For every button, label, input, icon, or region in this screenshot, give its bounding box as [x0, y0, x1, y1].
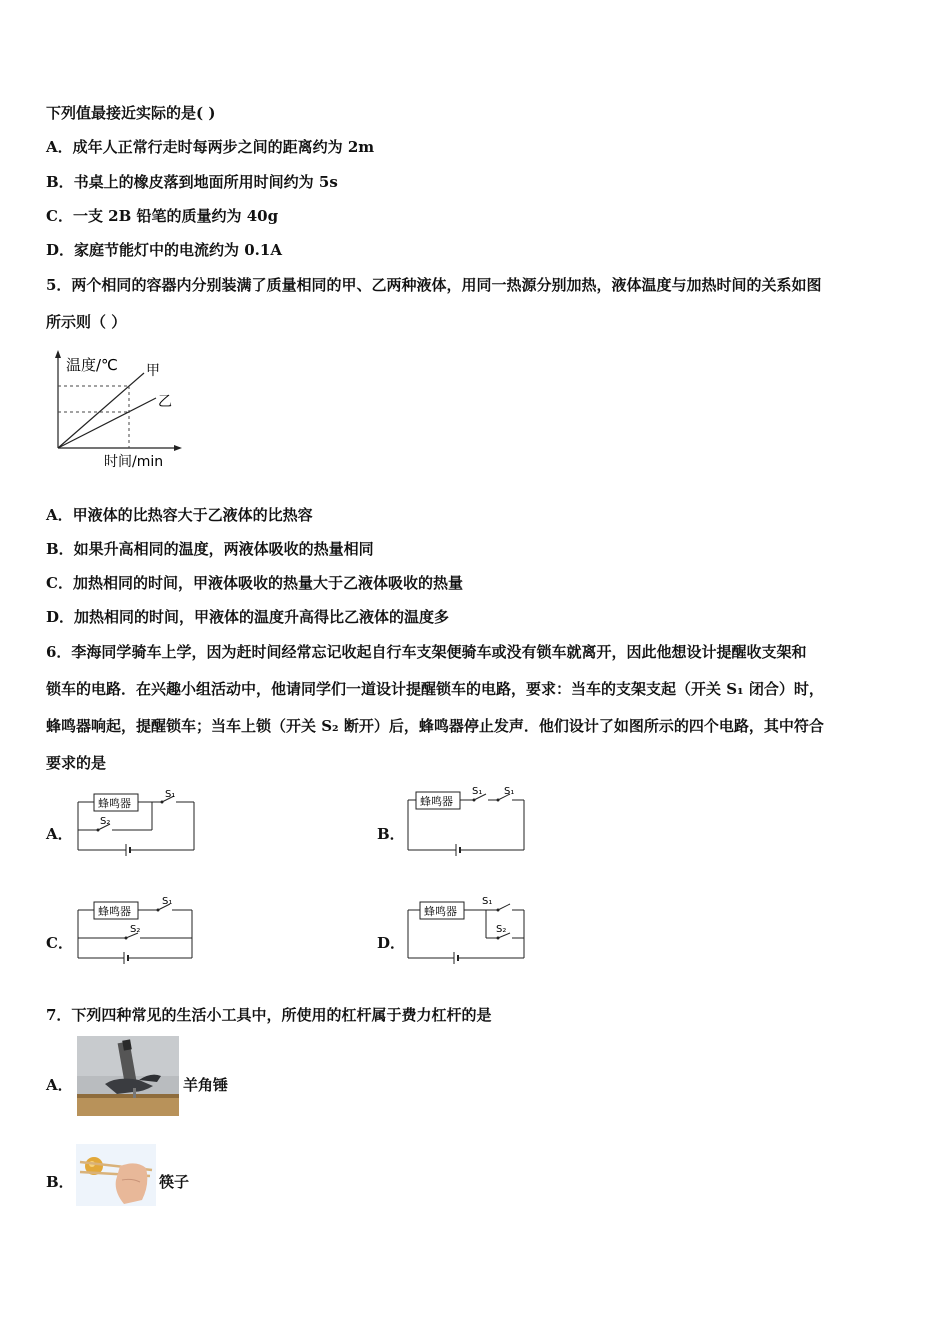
q5-stem-line1: 5．两个相同的容器内分别装满了质量相同的甲、乙两种液体，用同一热源分别加热，液体温度与加热时间的关系如图: [46, 276, 822, 294]
q6-stem-line4: 要求的是: [46, 754, 107, 772]
q4-option-c: C．一支 2B 铅笔的质量约为 40g: [46, 207, 279, 225]
s1-label: S₁: [482, 896, 493, 907]
s2-label: S₁: [504, 786, 515, 797]
y-axis-label: 温度/℃: [66, 356, 118, 374]
circuit-a: [72, 786, 202, 858]
s2-label: S₂: [130, 924, 141, 935]
buzzer-label: 蜂鸣器: [98, 905, 131, 918]
q7-stem: 7．下列四种常见的生活小工具中，所使用的杠杆属于费力杠杆的是: [46, 1006, 492, 1024]
q5-stem-line2: 所示则（ ）: [46, 313, 127, 331]
circuit-b: [402, 782, 532, 858]
q6-option-a-letter: A．: [46, 825, 73, 843]
x-axis-arrow: [174, 445, 182, 451]
q7-option-b-letter: B．: [46, 1173, 74, 1191]
q6-option-d-letter: D．: [377, 934, 406, 952]
q6-option-b-letter: B．: [377, 825, 405, 843]
q4-option-d: D．家庭节能灯中的电流约为 0.1A: [46, 241, 282, 259]
temperature-time-graph: [44, 348, 184, 474]
claw-hammer-photo: [77, 1036, 179, 1116]
switch-s1: [498, 904, 510, 910]
buzzer-label: 蜂鸣器: [420, 795, 453, 808]
q7-option-b-label: 筷子: [159, 1173, 190, 1191]
q6-option-c-letter: C．: [46, 934, 73, 952]
series-jia-label: 甲: [146, 363, 160, 379]
circuit-d: [402, 892, 532, 968]
q6-stem-line1: 6．李海同学骑车上学，因为赶时间经常忘记收起自行车支架便骑车或没有锁车就离开，因此他想设计提醒收支架和: [46, 643, 807, 661]
s2-label: S₂: [496, 924, 507, 935]
x-axis-label: 时间/min: [104, 454, 164, 470]
buzzer-label: 蜂鸣器: [424, 905, 457, 918]
q7-option-a-label: 羊角锤: [183, 1076, 229, 1094]
q4-option-b: B．书桌上的橡皮落到地面所用时间约为 5s: [46, 173, 338, 191]
q5-option-b: B．如果升高相同的温度，两液体吸收的热量相同: [46, 540, 374, 558]
s1-label: S₁: [472, 786, 483, 797]
q4-option-a: A．成年人正常行走时每两步之间的距离约为 2m: [46, 138, 375, 156]
q6-stem-line3: 蜂鸣器响起，提醒锁车；当车上锁（开关 S₂ 断开）后，蜂鸣器停止发声．他们设计了如图所示的四个电路，其中符合: [46, 717, 824, 735]
series-yi-label: 乙: [158, 394, 172, 410]
s2-label: S₂: [100, 816, 111, 827]
q5-option-c: C．加热相同的时间，甲液体吸收的热量大于乙液体吸收的热量: [46, 574, 463, 592]
q6-stem-line2: 锁车的电路．在兴趣小组活动中，他请同学们一道设计提醒锁车的电路，要求：当车的支架支起（开关 S₁ 闭合）时，: [46, 680, 824, 698]
q7-option-a-letter: A．: [46, 1076, 73, 1094]
buzzer-label: 蜂鸣器: [98, 797, 131, 810]
y-axis-arrow: [55, 350, 61, 358]
s1-label: S₁: [165, 789, 176, 800]
chopsticks-photo: [76, 1144, 156, 1206]
s1-label: S₁: [162, 896, 173, 907]
q5-option-a: A．甲液体的比热容大于乙液体的比热容: [46, 506, 313, 524]
q4-stem: 下列值最接近实际的是( ): [46, 104, 216, 122]
q5-option-d: D．加热相同的时间，甲液体的温度升高得比乙液体的温度多: [46, 608, 450, 626]
circuit-c: [72, 892, 202, 968]
